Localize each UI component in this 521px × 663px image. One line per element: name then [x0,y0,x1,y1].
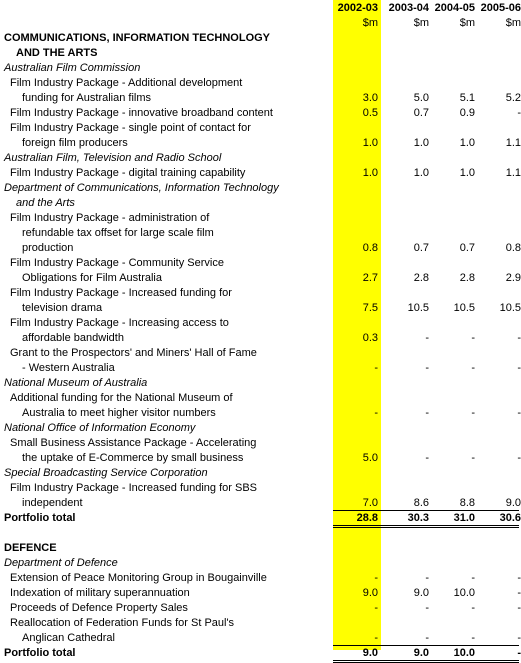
row-value: 28.8 [356,512,378,524]
row-value: - [517,602,521,614]
portfolio-total-row [0,511,521,526]
table-row [0,526,521,541]
row-value: 0.3 [362,332,378,344]
row-label: Small Business Assistance Package - Accelerating [10,437,257,449]
row-value: - [471,407,475,419]
row-value: 2.8 [413,272,429,284]
row-value: 1.0 [459,137,475,149]
row-label: Special Broadcasting Service Corporation [4,467,208,479]
row-value: - [374,602,378,614]
header-year-2003-04: 2003-04 [388,2,429,14]
row-label: Australian Film Commission [4,62,141,74]
row-value: - [471,452,475,464]
total-rule-line [333,660,519,661]
row-value: 30.3 [407,512,429,524]
row-value: - [517,362,521,374]
row-value: 30.6 [499,512,521,524]
row-label: Obligations for Film Australia [22,272,162,284]
row-value: 0.8 [362,242,378,254]
row-label: Film Industry Package - Increased funding for SBS [10,482,258,494]
row-value: - [374,407,378,419]
row-value: - [425,362,429,374]
row-label: Additional funding for the National Museum of [10,392,233,404]
row-label: - Western Australia [22,362,115,374]
row-value: 8.8 [459,497,475,509]
row-value: - [425,452,429,464]
row-value: - [425,332,429,344]
header-years-row [0,1,521,16]
table-row [0,466,521,481]
header-unit: $m [459,17,475,29]
table-row [0,196,521,211]
row-label: Film Industry Package - Community Service [10,257,224,269]
row-value: 0.7 [413,242,429,254]
row-label: the uptake of E-Commerce by small business [22,452,244,464]
row-label: refundable tax offset for large scale film [22,227,214,239]
table-row [0,136,521,151]
row-value: - [471,632,475,644]
row-label: Film Industry Package - Additional development [10,77,243,89]
row-value: 31.0 [453,512,475,524]
row-value: 10.5 [453,302,475,314]
row-value: 0.8 [505,242,521,254]
row-value: - [425,407,429,419]
table-row [0,31,521,46]
table-row [0,331,521,346]
row-value: - [517,572,521,584]
row-value: 1.1 [505,167,521,179]
row-value: 10.5 [499,302,521,314]
row-value: - [517,452,521,464]
row-label: Reallocation of Federation Funds for St Paul's [10,617,235,629]
table-row [0,46,521,61]
row-label: Film Industry Package - Increasing access to [10,317,229,329]
row-value: - [517,647,521,659]
row-value: - [471,332,475,344]
table-row [0,361,521,376]
table-row [0,391,521,406]
table-row [0,316,521,331]
row-label: affordable bandwidth [22,332,124,344]
header-year-2005-06: 2005-06 [480,2,521,14]
row-value: 0.9 [459,107,475,119]
row-label: Film Industry Package - Increased funding for [10,287,232,299]
row-value: - [517,107,521,119]
row-value: 9.0 [505,497,521,509]
row-label: Portfolio total [4,512,76,524]
row-label: Australian Film, Television and Radio School [4,152,222,164]
table-row [0,631,521,646]
row-value: - [425,572,429,584]
row-value: - [517,632,521,644]
row-value: 7.5 [362,302,378,314]
table-row [0,166,521,181]
row-value: 7.0 [362,497,378,509]
row-label: Grant to the Prospectors' and Miners' Hall of Fame [10,347,257,359]
row-value: 1.0 [362,137,378,149]
row-label: Extension of Peace Monitoring Group in Bougainville [10,572,267,584]
total-rule-line [333,645,519,646]
row-value: 9.0 [413,587,429,599]
row-value: 2.8 [459,272,475,284]
table-row [0,556,521,571]
table-row [0,421,521,436]
row-label: funding for Australian films [22,92,152,104]
table-row [0,451,521,466]
row-value: - [425,632,429,644]
row-value: 1.0 [362,167,378,179]
row-label: Indexation of military superannuation [10,587,190,599]
row-value: 9.0 [362,647,378,659]
row-label: independent [22,497,83,509]
row-value: - [374,572,378,584]
row-value: - [425,602,429,614]
header-unit: $m [505,17,521,29]
row-label: COMMUNICATIONS, INFORMATION TECHNOLOGY [4,32,271,44]
row-value: 5.0 [413,92,429,104]
row-value: 5.1 [459,92,475,104]
table-row [0,601,521,616]
row-label: Film Industry Package - innovative broadband content [10,107,273,119]
table-row [0,241,521,256]
table-row [0,376,521,391]
table-row [0,286,521,301]
row-value: - [471,362,475,374]
row-value: 1.1 [505,137,521,149]
row-value: 8.6 [413,497,429,509]
table-row [0,571,521,586]
table-row [0,616,521,631]
row-label: foreign film producers [22,137,128,149]
table-row [0,586,521,601]
table-row [0,226,521,241]
table-row [0,151,521,166]
header-unit: $m [413,17,429,29]
row-value: - [471,602,475,614]
row-value: 2.7 [362,272,378,284]
table-row [0,256,521,271]
table-row [0,76,521,91]
row-label: Department of Communications, Information Technology [4,182,279,194]
row-value: - [374,362,378,374]
table-row [0,121,521,136]
row-value: 1.0 [459,167,475,179]
portfolio-total-row [0,646,521,661]
row-value: 1.0 [413,167,429,179]
row-value: 2.9 [505,272,521,284]
table-row [0,61,521,76]
header-units-row [0,16,521,31]
total-rule-line [333,510,519,511]
row-label: and the Arts [16,197,75,209]
row-value: 10.0 [453,647,475,659]
table-row [0,181,521,196]
row-value: 1.0 [413,137,429,149]
row-label: Portfolio total [4,647,76,659]
row-label: production [22,242,74,254]
row-value: 0.7 [413,107,429,119]
row-value: - [374,632,378,644]
table-row [0,496,521,511]
row-value: 5.2 [505,92,521,104]
row-value: 0.7 [459,242,475,254]
row-value: - [471,572,475,584]
row-label: AND THE ARTS [16,47,98,59]
row-value: - [517,407,521,419]
row-label: Film Industry Package - administration of [10,212,210,224]
header-year-2004-05: 2004-05 [434,2,475,14]
row-label: Department of Defence [4,557,118,569]
row-value: 3.0 [362,92,378,104]
row-label: National Museum of Australia [4,377,148,389]
table-row [0,406,521,421]
row-label: Anglican Cathedral [22,632,115,644]
row-value: 0.5 [362,107,378,119]
row-label: television drama [22,302,103,314]
table-row [0,481,521,496]
header-year-2002-03: 2002-03 [337,2,378,14]
row-value: 5.0 [362,452,378,464]
table-row [0,436,521,451]
row-label: Australia to meet higher visitor numbers [22,407,216,419]
row-label: Proceeds of Defence Property Sales [10,602,188,614]
row-label: Film Industry Package - digital training capability [10,167,246,179]
table-row [0,211,521,226]
row-label: Film Industry Package - single point of contact for [10,122,251,134]
table-row [0,346,521,361]
row-value: 10.0 [453,587,475,599]
row-label: National Office of Information Economy [4,422,196,434]
row-value: - [517,587,521,599]
row-label: DEFENCE [4,542,57,554]
header-unit: $m [362,17,378,29]
table-row [0,91,521,106]
row-value: 9.0 [362,587,378,599]
table-row [0,301,521,316]
row-value: 9.0 [413,647,429,659]
row-value: - [517,332,521,344]
table-row [0,541,521,556]
table-row [0,106,521,121]
table-row [0,271,521,286]
row-value: 10.5 [407,302,429,314]
